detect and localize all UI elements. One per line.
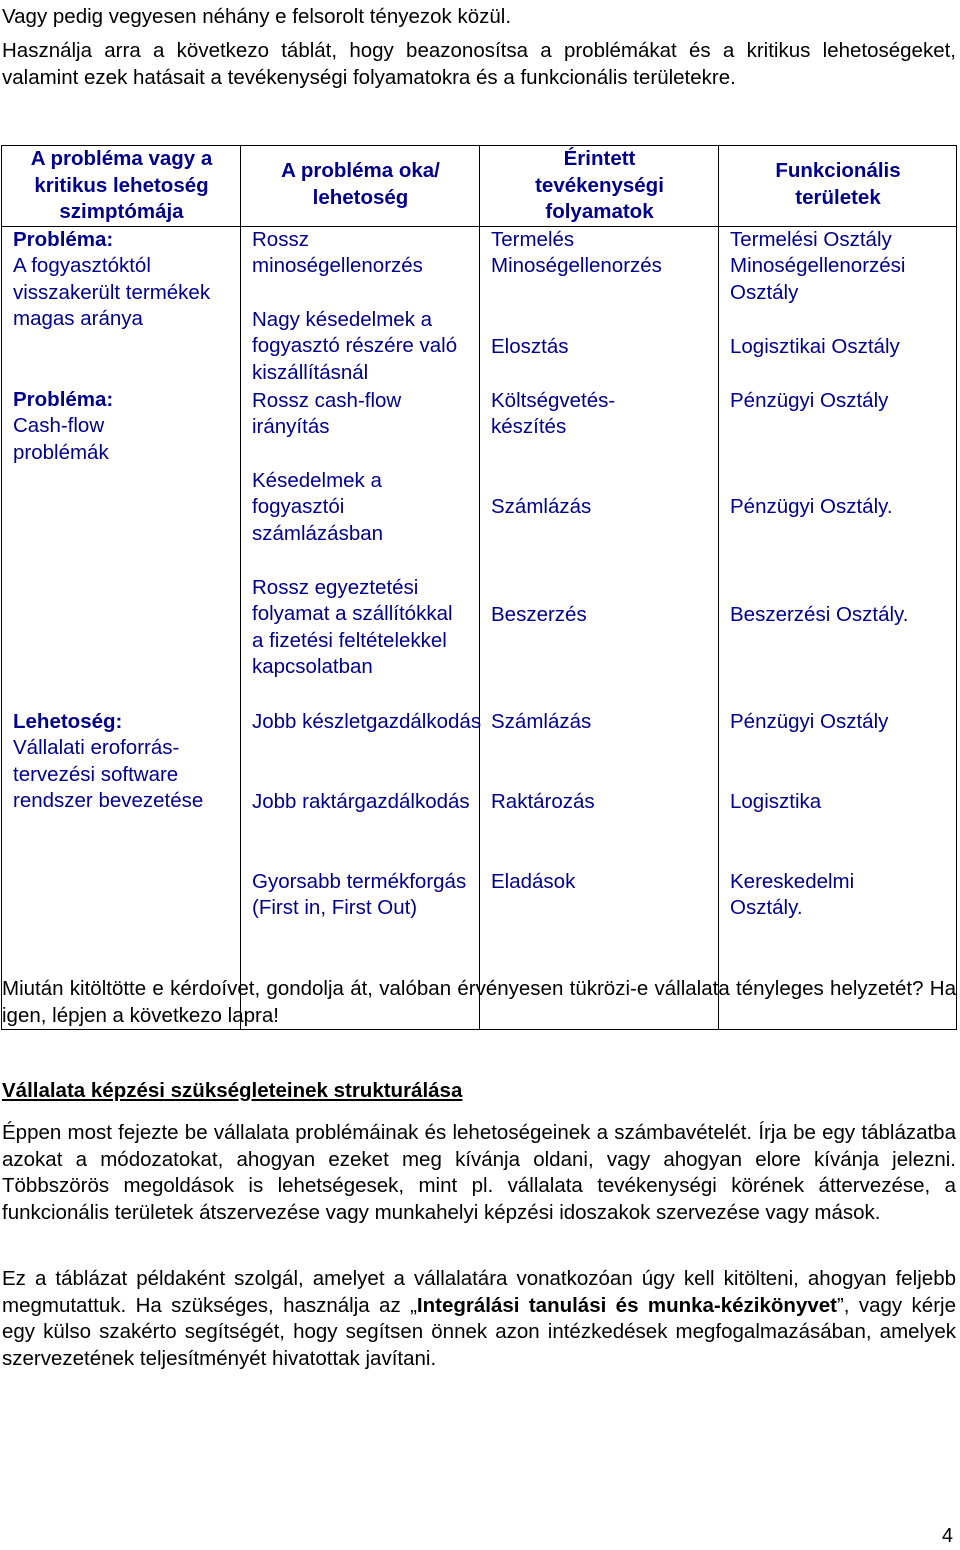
process-item: Számlázás xyxy=(491,494,592,518)
intro-line: Vagy pedig vegyesen néhány e felsorolt tényezok közül. xyxy=(2,5,512,28)
area-item: Kereskedelmi Osztály. xyxy=(730,869,855,919)
intro-paragraph: Használja arra a következo táblát, hogy beazonosítsa a problémákat és a kritikus lehetoségeket, valamint ezek hatásait a tevékenységi folyamatokra és a funkcionális területekre. xyxy=(2,39,956,89)
header-processes: Érintett tevékenységi folyamatok xyxy=(480,146,719,227)
process-item: Költségvetés-készítés xyxy=(491,388,616,438)
process-item: Termelés Minoségellenorzés xyxy=(491,227,662,277)
process-item: Beszerzés xyxy=(491,602,587,626)
process-item: Raktározás xyxy=(491,789,595,813)
header-areas: Funkcionális területek xyxy=(719,146,957,227)
processes-column xyxy=(480,226,719,1029)
cause-item: Nagy késedelmek a fogyasztó részére való kiszállításnál xyxy=(252,307,458,384)
problem-table xyxy=(1,145,957,1030)
process-item: Eladások xyxy=(491,869,576,893)
area-item: Pénzügyi Osztály xyxy=(730,709,889,733)
opportunity-1: Lehetoség: Vállalati eroforrás-tervezési software rendszer bevezetése xyxy=(13,709,204,812)
section-title: Vállalata képzési szükségleteinek strukturálása xyxy=(2,1079,463,1102)
cause-item: Jobb készletgazdálkodás xyxy=(252,709,482,733)
cause-column xyxy=(241,226,480,1029)
area-item: Pénzügyi Osztály. xyxy=(730,494,893,518)
cause-item: Rossz cash-flow irányítás xyxy=(252,388,402,438)
cause-item: Gyorsabb termékforgás (First in, First Out) xyxy=(252,869,467,919)
workbook-title: Integrálási tanulási és munka-kézikönyvet xyxy=(416,1293,837,1317)
problem-1: Probléma: A fogyasztóktól visszakerült termékek magas aránya xyxy=(13,227,211,330)
page-number: 4 xyxy=(941,1525,953,1547)
area-item: Beszerzési Osztály. xyxy=(730,602,909,626)
cause-item: Rossz egyeztetési folyamat a szállítókkal a fizetési feltételekkel kapcsolatban xyxy=(252,575,453,678)
cause-item: Késedelmek a fogyasztói számlázásban xyxy=(252,468,384,545)
area-item: Logisztika xyxy=(730,789,822,813)
header-cause: A probléma oka/ lehetoség xyxy=(241,146,480,227)
cause-item: Jobb raktárgazdálkodás xyxy=(252,789,470,813)
cause-item: Rossz minoségellenorzés xyxy=(252,227,423,277)
header-symptom: A probléma vagy a kritikus lehetoség szimptómája xyxy=(2,146,241,227)
table-header-row xyxy=(2,146,957,227)
areas-column xyxy=(719,226,957,1029)
area-item: Logisztikai Osztály xyxy=(730,334,900,358)
area-item: Termelési Osztály Minoségellenorzési Osztály xyxy=(730,227,906,304)
paragraph-1: Éppen most fejezte be vállalata problémáinak és lehetoségeinek a számbavételét. Írja be egy táblázatba azokat a módozatokat, ahogyan ezeket meg kívánja oldani, vagy ahogyan elore kívánja jelezni. Többszörös megoldások is lehetségesek, mint pl. vállalata tevékenységi körének áttervezése, a funkcionális területek átszervezése vagy munkahelyi képzési idoszakok szervezése vagy mások. xyxy=(2,1121,956,1224)
table-body-row xyxy=(2,226,957,1029)
process-item: Számlázás xyxy=(491,709,592,733)
problem-2: Probléma: Cash-flow problémák xyxy=(13,387,114,464)
area-item: Pénzügyi Osztály xyxy=(730,388,889,412)
paragraph-2: Ez a táblázat példaként szolgál, amelyet a vállalatára vonatkozóan úgy kell kitölteni, ahogyan feljebb megmutattuk. Ha szükséges, használja az „Integrálási tanulási és munka-kézikönyvet”, vagy kérje egy külso szakérto segítségét, hogy segítsen önnek azon intézkedések megfogalmazásában, amelyek szervezetének teljesítményét hivatottak javítani. xyxy=(2,1267,956,1370)
symptom-column xyxy=(2,226,241,1029)
after-table-text: Miután kitöltötte e kérdoívet, gondolja át, valóban érvényesen tükrözi-e vállalata tényleges helyzetét? Ha igen, lépjen a következo lapra! xyxy=(2,977,956,1027)
process-item: Elosztás xyxy=(491,334,569,358)
